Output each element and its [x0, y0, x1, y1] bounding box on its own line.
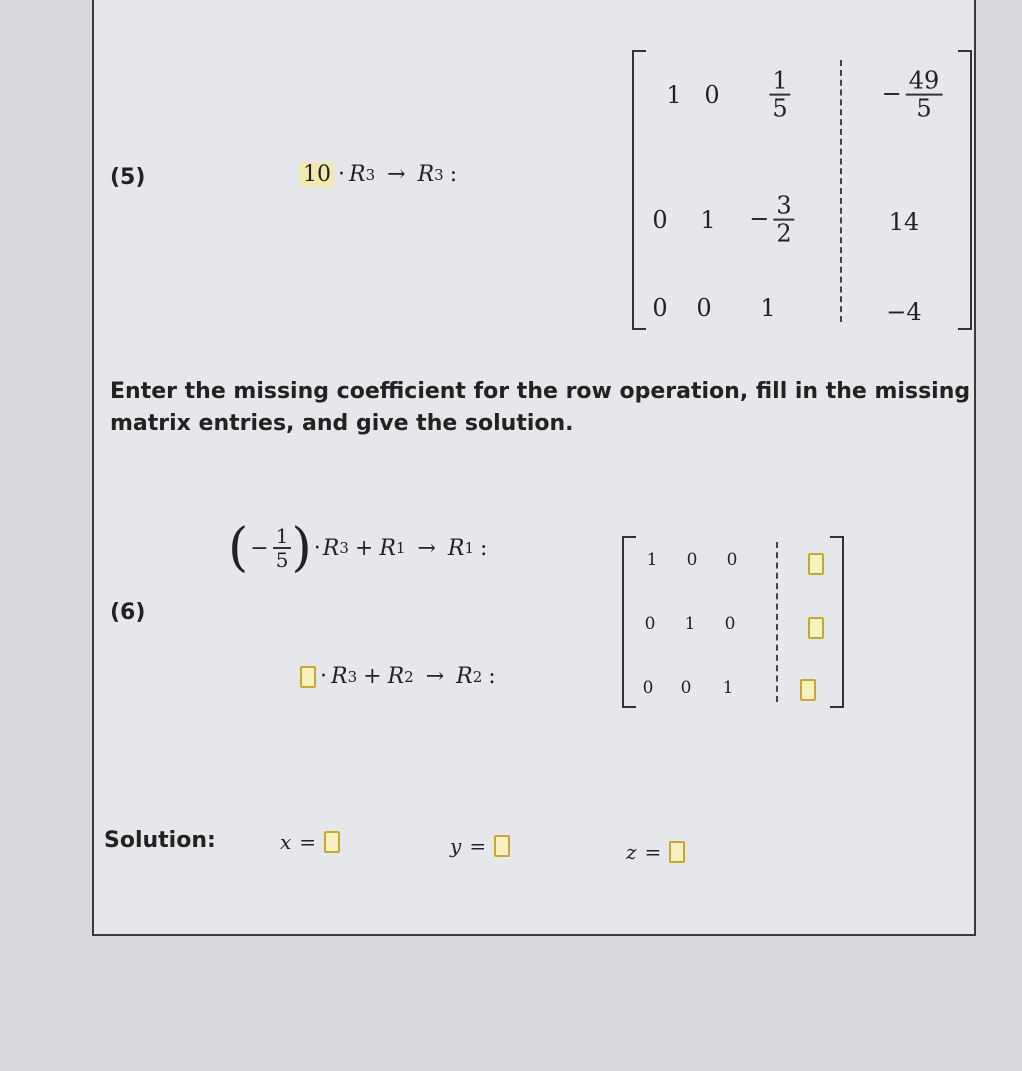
- solution-y: y =: [450, 834, 510, 858]
- step-5-augmented-matrix: [632, 50, 972, 330]
- matrix-cell: 0: [642, 678, 654, 698]
- left-bracket: [622, 536, 636, 708]
- solution-z: z =: [626, 840, 685, 864]
- matrix-cell: 1: [684, 614, 696, 634]
- y-input[interactable]: [494, 835, 510, 857]
- matrix-entry-input[interactable]: [808, 617, 824, 639]
- arrow-right-icon: →: [417, 535, 436, 561]
- step-5-label: (5): [110, 165, 146, 190]
- left-bracket: [632, 50, 646, 330]
- step-6-row-operation-1: ( − $\frac{1}{5}$ ) · R 3 + R 1 → R 1 :: [228, 518, 488, 578]
- x-input[interactable]: [324, 831, 340, 853]
- matrix-cell: 14: [888, 208, 920, 236]
- matrix-cell: $\frac{1}{5}$: [769, 68, 790, 123]
- solution-label: Solution:: [104, 828, 216, 853]
- matrix-cell: 1: [700, 206, 716, 234]
- matrix-cell: 0: [704, 81, 720, 109]
- step-6-augmented-matrix: [622, 536, 844, 708]
- right-bracket: [830, 536, 844, 708]
- matrix-cell: − $\frac{49}{5}$: [882, 68, 943, 123]
- matrix-cell: 0: [652, 206, 668, 234]
- matrix-cell: 0: [686, 550, 698, 570]
- step-6-label: (6): [110, 600, 146, 625]
- matrix-cell: 0: [680, 678, 692, 698]
- solution-x: x =: [280, 830, 340, 854]
- matrix-cell: − $\frac{3}{2}$: [749, 193, 794, 248]
- matrix-cell: 1: [646, 550, 658, 570]
- matrix-cell: 0: [696, 294, 712, 322]
- matrix-cell: 0: [726, 550, 738, 570]
- right-bracket: [958, 50, 972, 330]
- step-6-coefficient-input[interactable]: [300, 666, 316, 688]
- matrix-cell: 1: [666, 81, 682, 109]
- matrix-cell: 0: [724, 614, 736, 634]
- z-input[interactable]: [669, 841, 685, 863]
- matrix-cell: 0: [644, 614, 656, 634]
- instructions-text: Enter the missing coefficient for the row operation, fill in the missing matrix entries, and give the solution.: [110, 379, 971, 436]
- matrix-cell: 1: [760, 294, 776, 322]
- matrix-entry-input[interactable]: [808, 553, 824, 575]
- step-5-row-operation: 10 · R 3 → R 3 :: [300, 162, 457, 187]
- matrix-cell: 1: [722, 678, 734, 698]
- augment-divider: [776, 542, 778, 702]
- augment-divider: [840, 60, 842, 322]
- matrix-cell: −4: [886, 298, 922, 326]
- matrix-entry-input[interactable]: [800, 679, 816, 701]
- step-5-coefficient[interactable]: 10: [300, 162, 334, 187]
- arrow-right-icon: →: [387, 162, 406, 187]
- arrow-right-icon: →: [425, 664, 445, 689]
- matrix-cell: 0: [652, 294, 668, 322]
- step-6-row-operation-2: · R 3 + R 2 → R 2 :: [300, 664, 496, 689]
